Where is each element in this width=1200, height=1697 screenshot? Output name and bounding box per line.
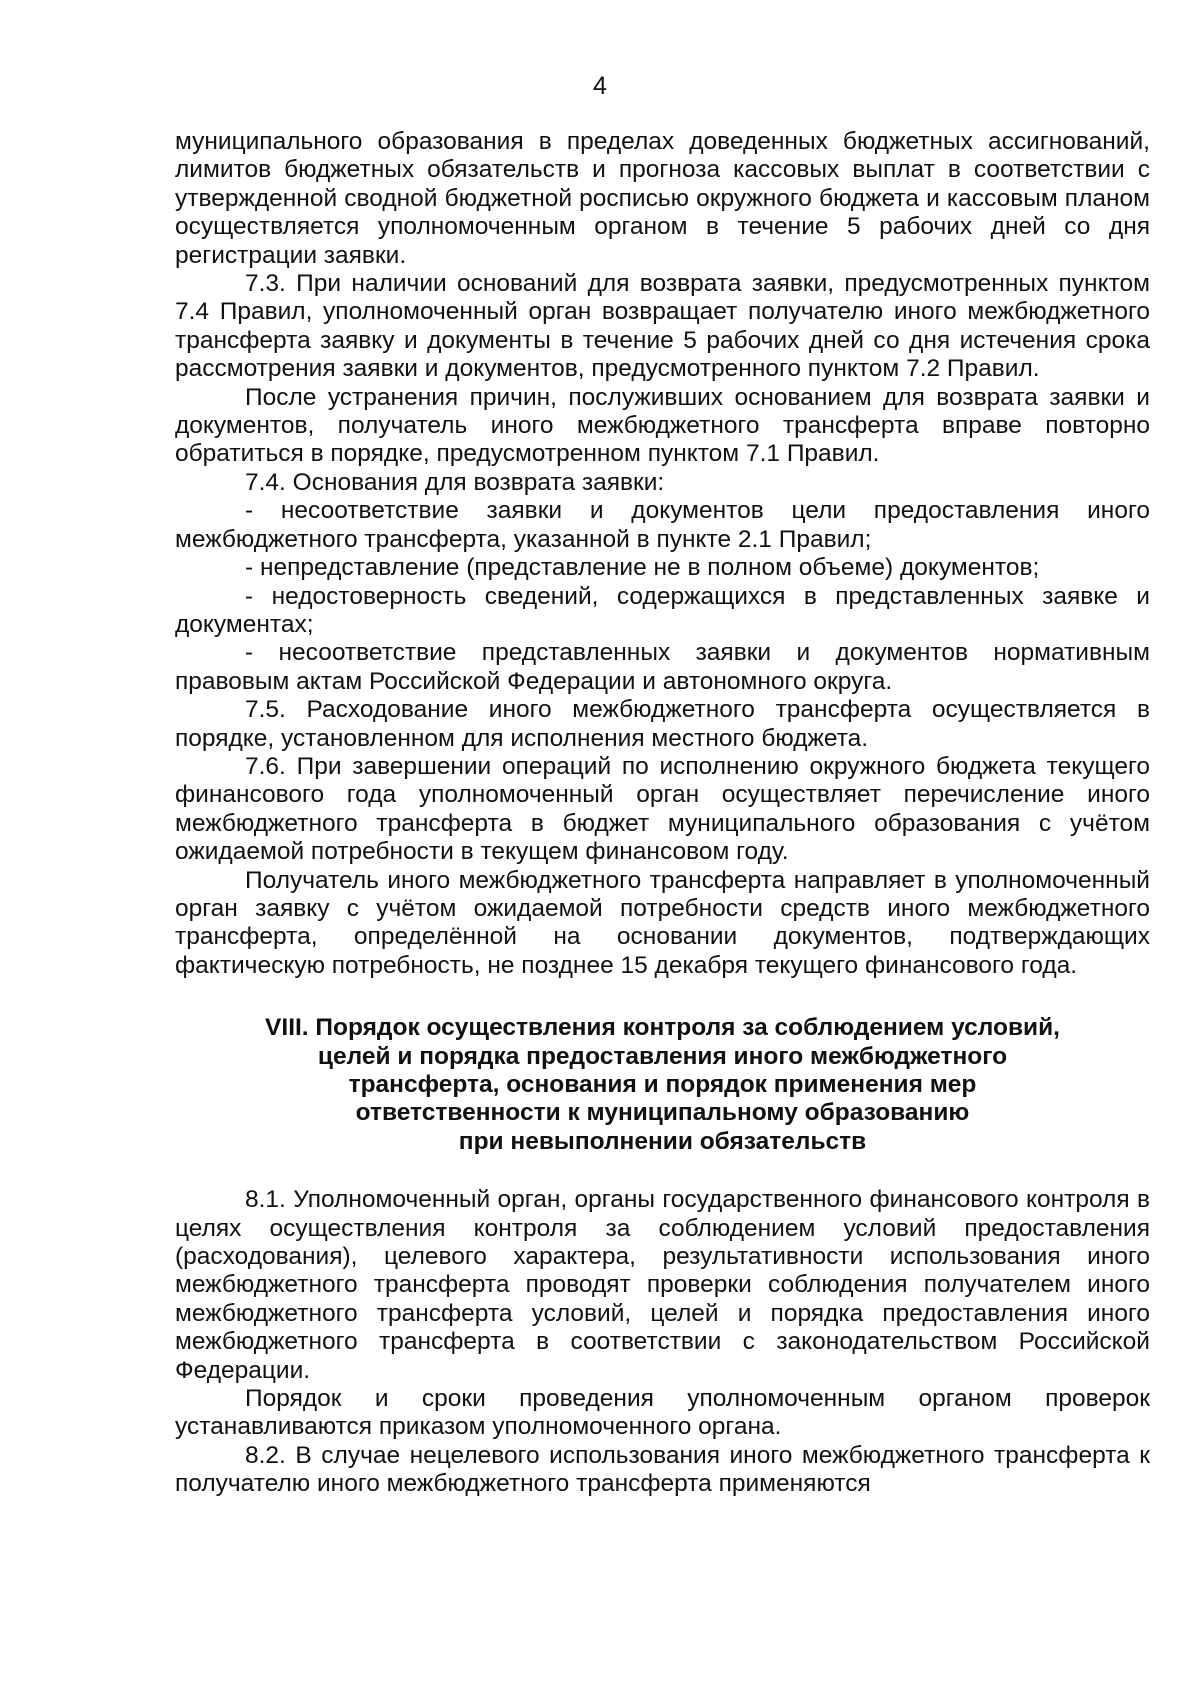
- section-heading-line: VIII. Порядок осуществления контроля за соблюдением условий,: [265, 1014, 1060, 1042]
- document-body: [175, 128, 1150, 1499]
- paragraph: муниципального образования в пределах доведенных бюджетных ассигнований, лимитов бюджетных обязательств и прогноза кассовых выплат в соответствии с утвержденной сводной бюджетной росписью окружного бюджета и кассовым планом осуществляется уполномоченным органом в течение 5 рабочих дней со дня регистрации заявки.: [175, 128, 1150, 269]
- paragraph: 7.6. При завершении операций по исполнению окружного бюджета текущего финансового года уполномоченный орган осуществляет перечисление иного межбюджетного трансферта в бюджет муниципального образования с учётом ожидаемой потребности в текущем финансовом году.: [175, 752, 1150, 866]
- paragraph: 8.2. В случае нецелевого использования иного межбюджетного трансферта к получателю иного межбюджетного трансферта применяются: [175, 1441, 1150, 1498]
- section-heading-line: целей и порядка предоставления иного межбюджетного: [317, 1042, 1008, 1070]
- section-heading: [175, 1014, 1150, 1156]
- paragraph: 7.5. Расходование иного межбюджетного трансферта осуществляется в порядке, установленном для исполнения местного бюджета.: [175, 696, 1150, 752]
- paragraph: 8.1. Уполномоченный орган, органы государственного финансового контроля в целях осуществления контроля за соблюдением условий предоставления (расходования), целевого характера, результативности использования иного межбюджетного трансферта проводят проверки соблюдения получателем иного межбюджетного трансферта условий, целей и порядка предоставления иного межбюджетного трансферта в соответствии с законодательством Российской Федерации.: [175, 1186, 1150, 1384]
- list-item: - несоответствие заявки и документов цели предоставления иного межбюджетного трансферта, указанной в пункте 2.1 Правил;: [175, 497, 1150, 553]
- section-heading-line: ответственности к муниципальному образованию: [355, 1099, 970, 1127]
- list-item: - недостоверность сведений, содержащихся в представленных заявке и документах;: [175, 582, 1150, 638]
- section-heading-line: при невыполнении обязательств: [458, 1127, 867, 1155]
- list-item: - непредставление (представление не в полном объеме) документов;: [245, 554, 1040, 582]
- list-item: - несоответствие представленных заявки и документов нормативным правовым актам Российской Федерации и автономного округа.: [175, 639, 1150, 695]
- paragraph: 7.4. Основания для возврата заявки:: [245, 468, 665, 496]
- paragraph: 7.3. При наличии оснований для возврата заявки, предусмотренных пунктом 7.4 Правил, уполномоченный орган возвращает получателю иного межбюджетного трансферта заявку и документы в течение 5 рабочих дней со дня истечения срока рассмотрения заявки и документов, предусмотренного пунктом 7.2 Правил.: [175, 270, 1150, 383]
- paragraph: После устранения причин, послуживших основанием для возврата заявки и документов, получатель иного межбюджетного трансферта вправе повторно обратиться в порядке, предусмотренном пунктом 7.1 Правил.: [175, 383, 1150, 468]
- section-heading-line: трансферта, основания и порядок применения мер: [348, 1071, 977, 1098]
- paragraph: Получатель иного межбюджетного трансферта направляет в уполномоченный орган заявку с учётом ожидаемой потребности средств иного межбюджетного трансферта, определённой на основании документов, подтверждающих фактическую потребность, не позднее 15 декабря текущего финансового года.: [175, 866, 1150, 979]
- page-number: 4: [593, 72, 607, 100]
- paragraph: Порядок и сроки проведения уполномоченным органом проверок устанавливаются приказом уполномоченного органа.: [175, 1385, 1150, 1441]
